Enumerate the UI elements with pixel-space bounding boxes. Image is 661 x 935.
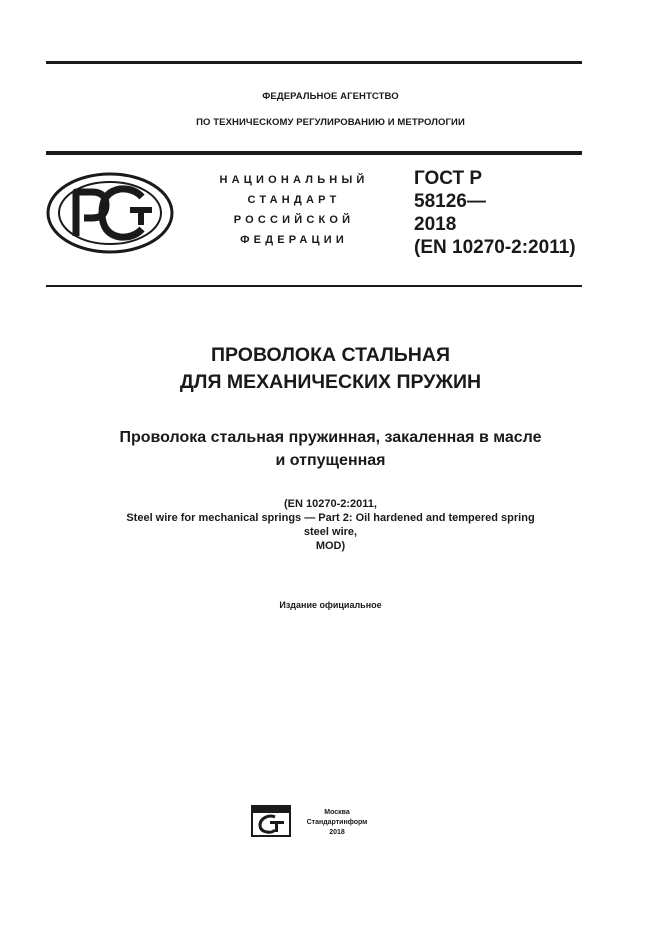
agency-line-1: ФЕДЕРАЛЬНОЕ АГЕНТСТВО	[262, 91, 399, 102]
gost-number	[414, 167, 576, 259]
standartinform-logo-icon	[251, 805, 291, 837]
en-reference-line-3: steel wire,	[303, 526, 358, 538]
publisher	[296, 808, 378, 838]
national-standard-line-3: РОССИЙСКОЙ	[233, 214, 355, 226]
publisher-year: 2018	[329, 829, 345, 836]
gost-line-2: 58126—	[414, 191, 486, 212]
national-standard-line-2: СТАНДАРТ	[247, 194, 341, 206]
header-bottom-rule	[46, 285, 582, 287]
publisher-city: Москва	[324, 809, 350, 816]
document-title-line-1: ПРОВОЛОКА СТАЛЬНАЯ	[211, 344, 450, 366]
document-title-line-2: ДЛЯ МЕХАНИЧЕСКИХ ПРУЖИН	[179, 371, 482, 393]
en-reference-line-2: Steel wire for mechanical springs — Part 2: Oil hardened and tempered spring	[126, 512, 535, 524]
top-rule	[46, 61, 582, 64]
national-standard-line-1: НАЦИОНАЛЬНЫЙ	[219, 174, 369, 186]
gost-line-3: 2018	[414, 214, 457, 235]
gost-line-1: ГОСТ Р	[414, 168, 483, 189]
publisher-name: Стандартинформ	[306, 819, 368, 826]
agency-line-2: ПО ТЕХНИЧЕСКОМУ РЕГУЛИРОВАНИЮ И МЕТРОЛОГИИ	[196, 117, 465, 128]
gost-line-4: (EN 10270-2:2011)	[414, 237, 576, 258]
header-rule	[46, 151, 582, 155]
national-standard-line-4: ФЕДЕРАЦИИ	[240, 234, 348, 246]
document-subtitle-line-1: Проволока стальная пружинная, закаленная в масле	[119, 429, 542, 446]
en-reference-line-1: (EN 10270-2:2011,	[284, 498, 377, 510]
en-reference-line-4: MOD)	[315, 540, 346, 552]
document-subtitle-line-2: и отпущенная	[275, 452, 386, 469]
edition-label: Издание официальное	[279, 600, 382, 610]
rst-certification-logo-icon	[46, 172, 174, 254]
